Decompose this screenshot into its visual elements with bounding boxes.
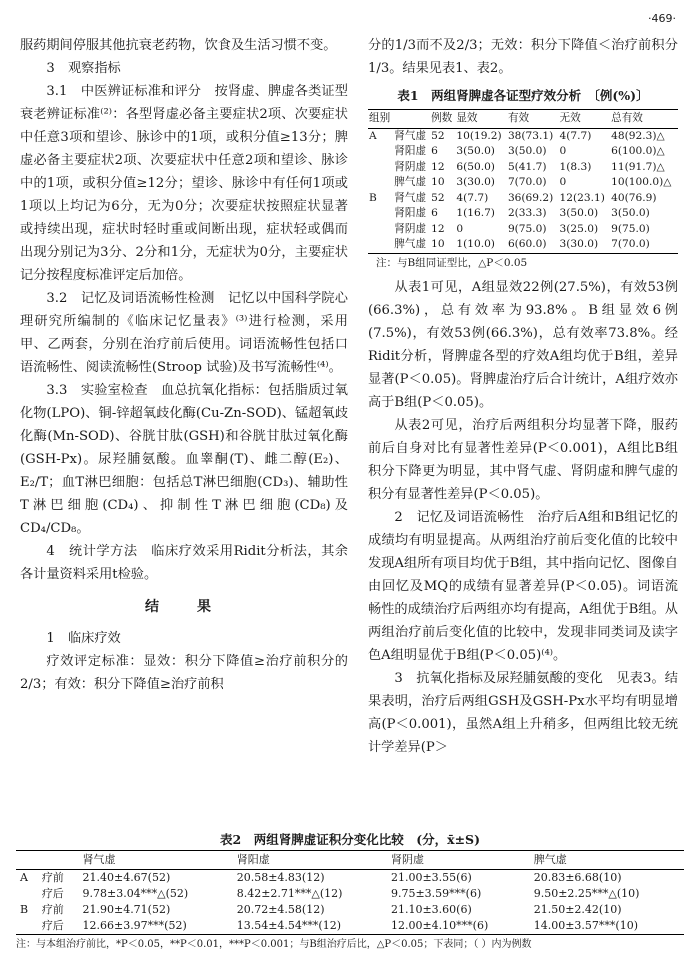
table-cell: 1(10.0) [455, 237, 507, 253]
table-cell: 14.00±3.57***(10) [530, 918, 684, 935]
table-cell: 11(91.7)△ [611, 160, 665, 173]
table-cell [368, 206, 393, 222]
table-row [368, 175, 678, 191]
table-cell: 1(16.7) [456, 207, 495, 219]
column-header: 总有效 [610, 110, 678, 129]
table-cell: 20.58±4.83(12) [236, 871, 325, 884]
table-cell: 9(75.0) [611, 222, 650, 235]
table-cell [16, 886, 38, 902]
table-cell: 疗后 [38, 918, 79, 935]
table-cell: 3(50.0) [456, 145, 495, 157]
column-header: 脾气虚 [530, 851, 684, 870]
table-cell: 7(70.0) [507, 176, 547, 188]
table-cell: 52 [431, 129, 445, 142]
table-cell: 疗后 [41, 887, 64, 900]
column-header: 肾气虚 [78, 851, 232, 870]
table-row [16, 902, 684, 918]
column-header: 无效 [559, 110, 611, 129]
table-cell: 9.75±3.59***(6) [390, 887, 482, 900]
table-row [368, 237, 678, 253]
paragraph: 3 抗氧化指标及尿羟脯氨酸的变化 见表3。结果表明，治疗后两组GSH及GSH-Px水平均有明显增高(P＜0.001)，虽然A组上升稍多，但两组比较无统计学差异(P＞ [368, 670, 678, 755]
table-row [368, 206, 678, 222]
table-row [16, 918, 684, 935]
results-heading: 结 果 [145, 599, 223, 615]
table-cell: 3(30.0) [559, 237, 611, 253]
table1 [368, 109, 678, 254]
column-header: 组别 [368, 110, 393, 129]
table-cell: 肾气虚 [394, 129, 427, 142]
table-cell: 0 [559, 176, 567, 188]
table-cell: A [369, 129, 377, 142]
table2-block [16, 826, 684, 952]
table-cell: 脾气虚 [394, 176, 427, 188]
table-cell: 5(41.7) [507, 160, 547, 173]
table-cell: 肾阳虚 [394, 145, 427, 157]
column-header: 肾阳虚 [233, 851, 387, 870]
paragraph: 2 记忆及词语流畅性 治疗后A组和B组记忆的成绩均有明显提高。从两组治疗前后变化值的比较中发现A组所有项目均优于B组，其中指向记忆、图像自由回忆及MQ的成绩有显著差异(P＜0.05)。词语流畅性的成绩治疗后两组亦均有提高，A组优于B组。从两组治疗前后变化值的比较中，发现非同类词及读字色A组明显优于B组(P＜0.05)⁽⁴⁾。 [368, 509, 678, 663]
table-cell: A [20, 871, 28, 884]
table-cell: 10(19.2) [456, 129, 502, 142]
page-number: ·469· [648, 12, 676, 25]
table1-caption: 表1 两组肾脾虚各证型疗效分析 〔例(%)〕 [397, 88, 649, 103]
paragraph: 从表1可见，A组显效22例(27.5%)，有效53例(66.3%)，总有效率为93.8%。B组显效6例(7.5%)，有效53例(66.3%)，总有效率73.8%。经Ridit分析，肾脾虚各型的疗效A组均优于B组，差异显著(P＜0.05)。肾脾虚治疗后合计统计，A组疗效亦高于B组(P＜0.05)。 [368, 279, 678, 410]
table-cell: 9(75.0) [507, 222, 547, 235]
table-cell: 20.83±6.68(10) [533, 871, 622, 884]
paragraph: 疗效评定标准：显效：积分下降值≥治疗前积分的2/3；有效：积分下降值≥治疗前积 [20, 654, 348, 692]
table-cell [368, 160, 393, 176]
table-cell: 6(60.0) [507, 237, 559, 253]
table-row [368, 128, 678, 144]
table-cell: 52 [431, 191, 445, 204]
table-cell: 12 [431, 222, 445, 235]
table-cell: 12.66±3.97***(52) [78, 918, 232, 935]
table-cell: 12.00±4.10***(6) [387, 918, 530, 935]
section-heading: 3 观察指标 [46, 61, 121, 76]
column-header [393, 110, 430, 129]
table-row [16, 870, 684, 887]
table-cell: 3(25.0) [559, 222, 599, 235]
table-cell [368, 237, 393, 253]
table-cell: B [369, 191, 377, 204]
table-cell: 20.72±4.58(12) [236, 903, 325, 916]
table-cell: 6 [431, 145, 438, 157]
table-row [368, 222, 678, 238]
table-cell: 40(76.9) [611, 191, 657, 204]
table-cell [16, 918, 38, 935]
table-cell: 8.42±2.71***△(12) [236, 887, 343, 900]
table2-note: 注：与本组治疗前比，*P＜0.05，**P＜0.01，***P＜0.001；与B组治疗后比，△P＜0.05；下表同；（ ）内为例数 [16, 939, 532, 950]
table-cell [368, 175, 393, 191]
table-cell: 肾阴虚 [394, 222, 427, 235]
table-cell: 1(8.3) [559, 160, 592, 173]
table-cell: 10(100.0)△ [611, 176, 672, 188]
paragraph: 3.3 实验室检查 血总抗氧化指标：包括脂质过氧化物(LPO)、铜-锌超氧歧化酶(Cu-Zn-SOD)、锰超氧歧化酶(Mn-SOD)、谷胱甘肽(GSH)和谷胱甘肽过氧化酶(GSH-Px)。尿羟脯氨酸。血睾酮(T)、雌二醇(E₂)、E₂/T；血T淋巴细胞：包括总T淋巴细胞(CD₃)、辅助性T淋巴细胞(CD₄)、抑制性T淋巴细胞(CD₈)及CD₄/CD₈。 [20, 383, 348, 536]
table-cell: 6(50.0) [456, 160, 495, 173]
table2-caption: 表2 两组肾脾虚证积分变化比较 (分，x̄±S) [220, 832, 480, 847]
left-column [20, 34, 348, 696]
table-cell: 21.10±3.60(6) [390, 903, 472, 916]
table-cell: 6(100.0)△ [611, 145, 665, 157]
paragraph: 3.1 中医辨证标准和评分 按肾虚、脾虚各类证型衰老辨证标准⁽²⁾：各型肾虚必备主要症状2项、次要症状中任意3项和望诊、脉诊中的1项，或积分值≥13分；脾虚必备主要症状2项、次要症状中任意2项和望诊、脉诊中的1项，或积分值≥12分；望诊、脉诊中有任何1项或1项以上均记为6分，无为0分；次要症状按照症状显著或持续出现，症状时轻时重或间断出现，症状轻或偶而出现分别记为3分、2分和1分，无症状为0分，主要症状记分按程度标准评定后加倍。 [20, 84, 348, 283]
paragraph: 从表2可见，治疗后两组积分均显著下降，服药前后自身对比有显著性差异(P＜0.001)，A组比B组积分下降更为明显，其中肾气虚、肾阴虚和脾气虚的积分有显著性差异(P＜0.05)。 [368, 417, 678, 502]
table-cell: 7(70.0) [610, 237, 678, 253]
table-cell: 2(33.3) [507, 207, 547, 219]
table-cell [368, 144, 393, 160]
table-cell: 21.40±4.67(52) [82, 871, 171, 884]
table-cell: 21.90±4.71(52) [82, 903, 171, 916]
table-row [16, 886, 684, 902]
table-row [368, 191, 678, 207]
column-header: 有效 [507, 110, 559, 129]
table2 [16, 850, 684, 935]
table-row [368, 144, 678, 160]
column-header: 例数 [430, 110, 455, 129]
column-header: 肾阴虚 [387, 851, 530, 870]
table-cell: 9.50±2.25***△(10) [533, 887, 640, 900]
table-cell: 4(7.7) [559, 129, 592, 142]
table-row [368, 160, 678, 176]
table1-note: 注：与B组同证型比，△P＜0.05 [376, 256, 528, 269]
table-cell: 21.00±3.55(6) [390, 871, 472, 884]
paragraph: 4 统计学方法 临床疗效采用Ridit分析法，其余各计量资料采用t检验。 [20, 544, 348, 582]
table-cell: 13.54±4.54***(12) [233, 918, 387, 935]
paragraph: 分的1/3而不及2/3；无效：积分下降值＜治疗前积分1/3。结果见表1、表2。 [368, 38, 678, 76]
paragraph: 3.2 记忆及词语流畅性检测 记忆以中国科学院心理研究所编制的《临床记忆量表》⁽³⁾进行检测，采用甲、乙两套，分别在治疗前后使用。词语流畅性包括口语流畅性、阅读流畅性(Stroop 试验)及书写流畅性⁽⁴⁾。 [20, 291, 348, 375]
table-cell: 6 [431, 207, 438, 219]
table-cell: 肾阴虚 [394, 160, 427, 173]
table-cell: 4(7.7) [456, 191, 489, 204]
table-cell: 肾气虚 [394, 191, 427, 204]
table-cell: 3(50.0) [611, 207, 650, 219]
right-column [368, 34, 678, 759]
table-cell: 3(50.0) [507, 145, 547, 157]
table-cell: 12 [431, 160, 445, 173]
table-cell: 疗前 [41, 903, 64, 916]
column-header: 显效 [455, 110, 507, 129]
table-cell: 0 [456, 222, 464, 235]
section-heading: 1 临床疗效 [46, 631, 121, 646]
table-cell: 10 [430, 237, 455, 253]
table-cell: 48(92.3)△ [611, 129, 665, 142]
table-cell: 38(73.1) [507, 129, 554, 142]
table-cell: B [20, 903, 29, 916]
table-cell: 10 [431, 176, 445, 188]
table-cell: 12(23.1) [559, 191, 605, 204]
table-cell: 3(50.0) [559, 207, 599, 219]
table-cell: 脾气虚 [393, 237, 430, 253]
column-header [16, 851, 38, 870]
table-cell: 0 [559, 145, 567, 157]
table-cell: 3(30.0) [456, 176, 495, 188]
table-cell [368, 222, 393, 238]
table-cell: 21.50±2.42(10) [533, 903, 622, 916]
table-cell: 9.78±3.04***△(52) [82, 887, 189, 900]
column-header [38, 851, 79, 870]
table-cell: 36(69.2) [507, 191, 554, 204]
table-cell: 肾阳虚 [394, 207, 427, 219]
table-cell: 疗前 [41, 871, 64, 884]
paragraph: 服药期间停服其他抗衰老药物，饮食及生活习惯不变。 [20, 38, 337, 53]
